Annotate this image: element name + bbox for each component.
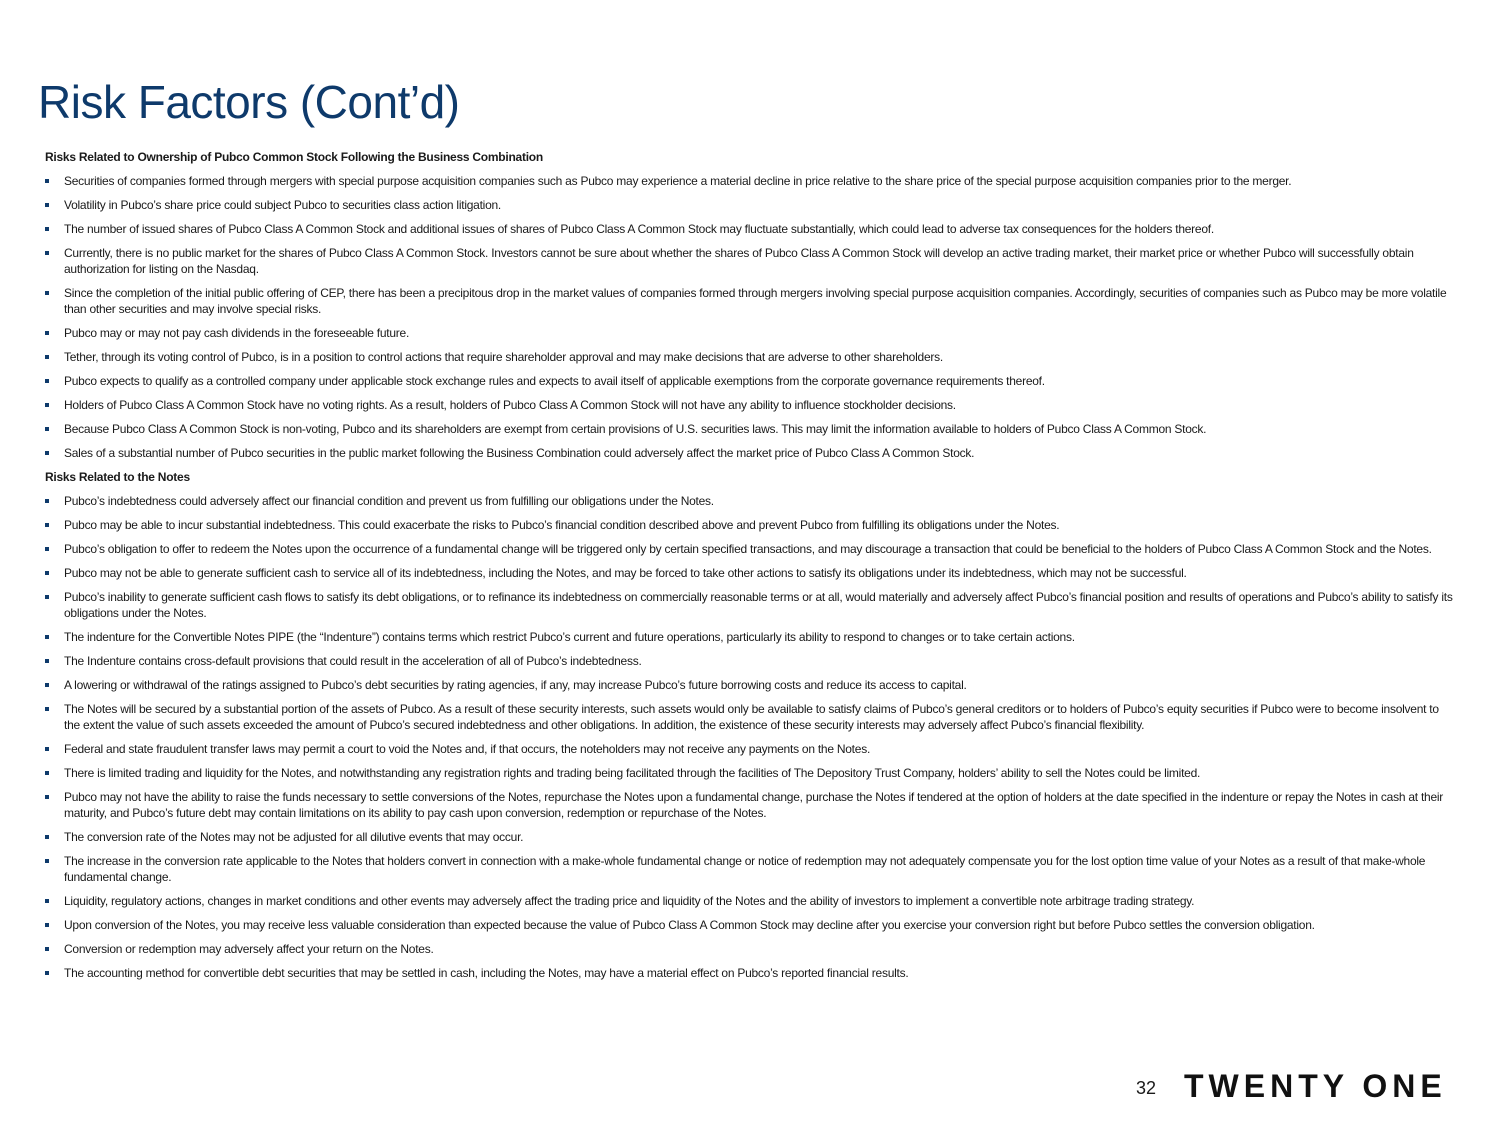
square-bullet-icon: [45, 571, 49, 575]
square-bullet-icon: [45, 379, 49, 383]
list-item-text: The increase in the conversion rate applicable to the Notes that holders convert in connection with a make-whole fundamental change or notice of redemption may not adequately compensate you for the lost option time value of your Notes as a result of that make-whole fundamental change.: [64, 854, 1426, 884]
square-bullet-icon: [45, 747, 49, 751]
section-heading: Risks Related to Ownership of Pubco Common Stock Following the Business Combination: [45, 150, 543, 164]
page-number: 32: [1136, 1078, 1157, 1098]
square-bullet-icon: [45, 795, 49, 799]
square-bullet-icon: [45, 659, 49, 663]
list-item-text: Pubco may not be able to generate sufficient cash to service all of its indebtedness, including the Notes, and may be forced to take other actions to satisfy its obligations under its indebtedness, which may not be successful.: [64, 566, 1187, 580]
list-item: [45, 589, 1455, 621]
list-item: [45, 789, 1455, 821]
list-item-text: A lowering or withdrawal of the ratings assigned to Pubco’s debt securities by rating agencies, if any, may increase Pubco’s future borrowing costs and reduce its access to capital.: [64, 678, 967, 692]
list-item-text: Sales of a substantial number of Pubco securities in the public market following the Business Combination could adversely affect the market price of Pubco Class A Common Stock.: [64, 446, 975, 460]
square-bullet-icon: [45, 179, 49, 183]
square-bullet-icon: [45, 771, 49, 775]
square-bullet-icon: [45, 331, 49, 335]
list-item: [45, 653, 1455, 669]
list-item-text: The Indenture contains cross-default provisions that could result in the acceleration of all of Pubco’s indebtedness.: [64, 654, 642, 668]
square-bullet-icon: [45, 923, 49, 927]
list-item: [45, 373, 1455, 389]
list-item: [45, 829, 1455, 845]
square-bullet-icon: [45, 595, 49, 599]
square-bullet-icon: [45, 547, 49, 551]
list-item: [45, 325, 1455, 341]
list-item: [45, 741, 1455, 757]
list-item-text: Pubco may or may not pay cash dividends in the foreseeable future.: [64, 326, 410, 340]
square-bullet-icon: [45, 251, 49, 255]
list-item-text: Because Pubco Class A Common Stock is non-voting, Pubco and its shareholders are exempt from certain provisions of U.S. securities laws. This may limit the information available to holders of Pubco Class A Common Stock.: [64, 422, 1207, 436]
list-item: [45, 221, 1455, 237]
list-item-text: The number of issued shares of Pubco Class A Common Stock and additional issues of shares of Pubco Class A Common Stock may fluctuate substantially, which could lead to adverse tax consequences for the holders thereof.: [64, 222, 1214, 236]
list-item-text: Securities of companies formed through mergers with special purpose acquisition companies such as Pubco may experience a material decline in price relative to the share price of the special purpose acquisition companies prior to the merger.: [64, 174, 1292, 188]
list-item: [45, 853, 1455, 885]
list-item-text: Since the completion of the initial public offering of CEP, there has been a precipitous drop in the market values of companies formed through mergers involving special purpose acquisition companies. Accordingly, securities of companies such as Pubco may be more volatile than other securities and may involve special risks.: [64, 286, 1447, 316]
list-item: [45, 701, 1455, 733]
square-bullet-icon: [45, 947, 49, 951]
list-item: [45, 541, 1455, 557]
square-bullet-icon: [45, 427, 49, 431]
section-heading: Risks Related to the Notes: [45, 470, 190, 484]
list-item: [45, 893, 1455, 909]
square-bullet-icon: [45, 291, 49, 295]
list-item: [45, 965, 1455, 981]
list-item-text: Volatility in Pubco’s share price could subject Pubco to securities class action litigation.: [64, 198, 502, 212]
list-item-text: Holders of Pubco Class A Common Stock have no voting rights. As a result, holders of Pubco Class A Common Stock will not have any ability to influence stockholder decisions.: [64, 398, 956, 412]
list-item-text: Pubco’s obligation to offer to redeem the Notes upon the occurrence of a fundamental change will be triggered only by certain specified transactions, and may discourage a transaction that could be beneficial to the holders of Pubco Class A Common Stock and the Notes.: [64, 542, 1432, 556]
list-item-text: There is limited trading and liquidity for the Notes, and notwithstanding any registration rights and trading being facilitated through the facilities of The Depository Trust Company, holders’ ability to sell the Notes could be limited.: [64, 766, 1201, 780]
list-item: [45, 445, 1455, 461]
list-item: [45, 421, 1455, 437]
list-item: [45, 285, 1455, 317]
list-item: [45, 765, 1455, 781]
list-item: [45, 493, 1455, 509]
page-title: Risk Factors (Cont’d): [38, 76, 460, 128]
list-item: [45, 941, 1455, 957]
square-bullet-icon: [45, 899, 49, 903]
square-bullet-icon: [45, 451, 49, 455]
square-bullet-icon: [45, 683, 49, 687]
list-item-text: The accounting method for convertible debt securities that may be settled in cash, including the Notes, may have a material effect on Pubco’s reported financial results.: [64, 966, 909, 980]
bullet-list: [45, 493, 1455, 981]
list-item-text: Conversion or redemption may adversely affect your return on the Notes.: [64, 942, 434, 956]
list-item: [45, 349, 1455, 365]
square-bullet-icon: [45, 835, 49, 839]
list-item-text: Pubco’s inability to generate sufficient cash flows to satisfy its debt obligations, or to refinance its indebtedness on commercially reasonable terms or at all, would materially and adversely affect Pubco’s financial position and results of operations and Pubco’s ability to satisfy its obligations under the Notes.: [64, 590, 1453, 620]
square-bullet-icon: [45, 227, 49, 231]
list-item: [45, 397, 1455, 413]
list-item: [45, 629, 1455, 645]
square-bullet-icon: [45, 203, 49, 207]
list-item: [45, 245, 1455, 277]
square-bullet-icon: [45, 355, 49, 359]
list-item: [45, 517, 1455, 533]
list-item-text: Pubco’s indebtedness could adversely affect our financial condition and prevent us from fulfilling our obligations under the Notes.: [64, 494, 714, 508]
square-bullet-icon: [45, 499, 49, 503]
list-item-text: Pubco expects to qualify as a controlled company under applicable stock exchange rules and expects to avail itself of applicable exemptions from the corporate governance requirements thereof.: [64, 374, 1045, 388]
square-bullet-icon: [45, 971, 49, 975]
list-item-text: Tether, through its voting control of Pubco, is in a position to control actions that require shareholder approval and may make decisions that are adverse to other shareholders.: [64, 350, 943, 364]
square-bullet-icon: [45, 403, 49, 407]
list-item: [45, 917, 1455, 933]
list-item-text: Pubco may not have the ability to raise the funds necessary to settle conversions of the Notes, repurchase the Notes upon a fundamental change, purchase the Notes if tendered at the option of holders at the date specified in the indenture or repay the Notes in cash at their maturity, and Pubco’s future debt may contain limitations on its ability to pay cash upon conversion, redemption or repurchase of the Notes.: [64, 790, 1444, 820]
square-bullet-icon: [45, 707, 49, 711]
bullet-list: [45, 173, 1455, 461]
list-item: [45, 677, 1455, 693]
square-bullet-icon: [45, 859, 49, 863]
list-item-text: Currently, there is no public market for the shares of Pubco Class A Common Stock. Investors cannot be sure about whether the shares of Pubco Class A Common Stock will develop an active trading market, their market price or whether Pubco will successfully obtain authorization for listing on the Nasdaq.: [64, 246, 1414, 276]
twenty-one-logo: TWENTY ONE: [1184, 1068, 1447, 1104]
list-item-text: Upon conversion of the Notes, you may receive less valuable consideration than expected because the value of Pubco Class A Common Stock may decline after you exercise your conversion right but before Pubco settles the conversion obligation.: [64, 918, 1315, 932]
list-item-text: Liquidity, regulatory actions, changes in market conditions and other events may adversely affect the trading price and liquidity of the Notes and the ability of investors to implement a convertible note arbitrage trading strategy.: [64, 894, 1195, 908]
list-item-text: The conversion rate of the Notes may not be adjusted for all dilutive events that may occur.: [64, 830, 524, 844]
risk-factors-content: [45, 149, 1455, 989]
square-bullet-icon: [45, 523, 49, 527]
list-item-text: Pubco may be able to incur substantial indebtedness. This could exacerbate the risks to Pubco’s financial condition described above and prevent Pubco from fulfilling its obligations under the Notes.: [64, 518, 1060, 532]
list-item: [45, 197, 1455, 213]
square-bullet-icon: [45, 635, 49, 639]
list-item: [45, 173, 1455, 189]
list-item-text: The Notes will be secured by a substantial portion of the assets of Pubco. As a result of these security interests, such assets would only be available to satisfy claims of Pubco’s general creditors or to holders of Pubco’s equity securities if Pubco were to become insolvent to the extent the value of such assets exceeded the amount of Pubco’s secured indebtedness and other obligations. In addition, the existence of these security interests may adversely affect Pubco’s financial flexibility.: [64, 702, 1439, 732]
list-item-text: Federal and state fraudulent transfer laws may permit a court to void the Notes and, if that occurs, the noteholders may not receive any payments on the Notes.: [64, 742, 871, 756]
section-ownership: [45, 149, 1455, 461]
list-item-text: The indenture for the Convertible Notes PIPE (the “Indenture”) contains terms which restrict Pubco’s current and future operations, particularly its ability to respond to changes or to take certain actions.: [64, 630, 1075, 644]
section-notes: [45, 469, 1455, 981]
list-item: [45, 565, 1455, 581]
